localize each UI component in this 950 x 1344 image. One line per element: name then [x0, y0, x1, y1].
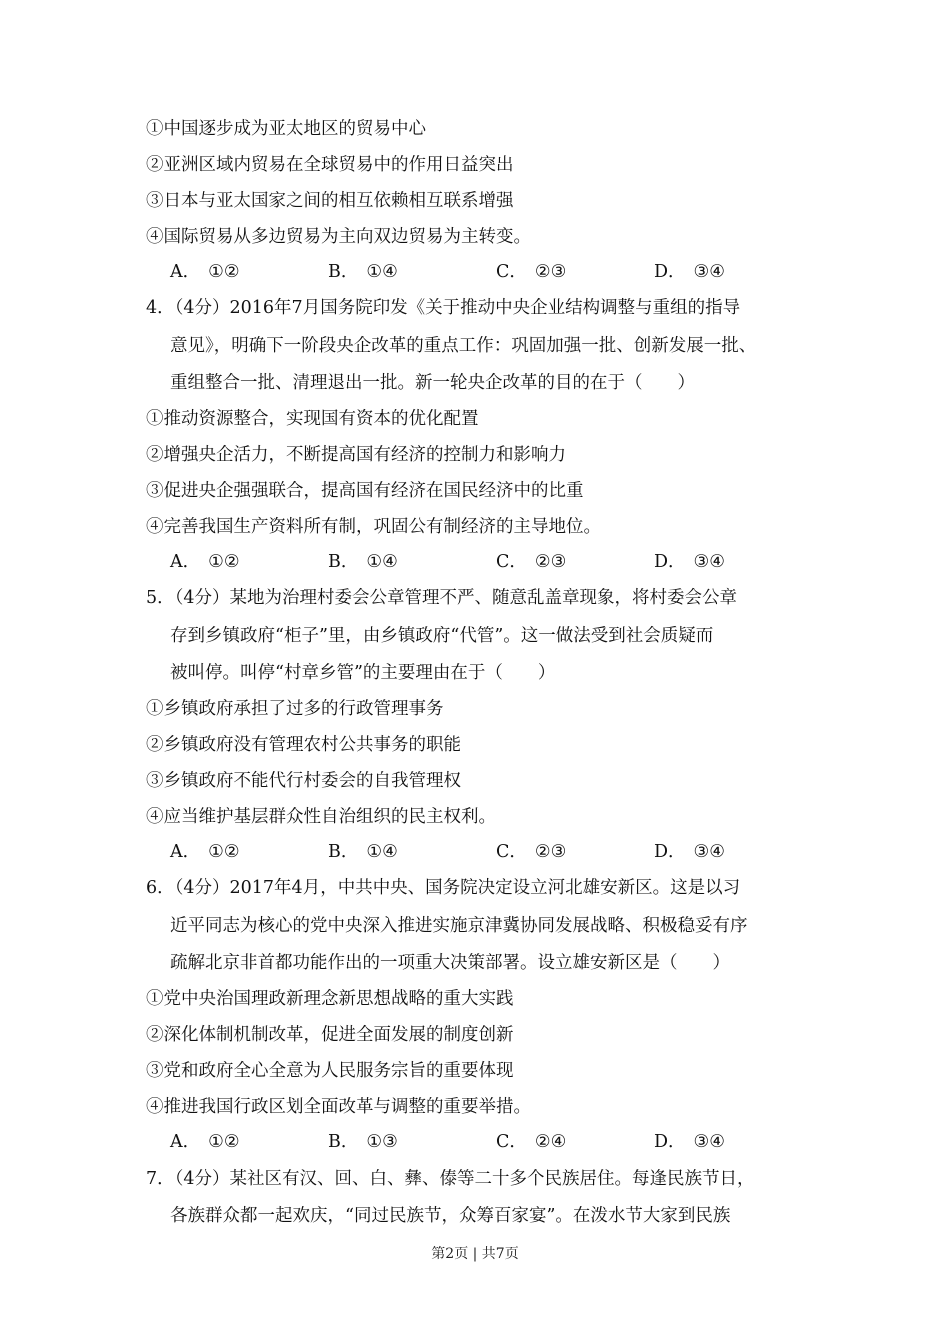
q6-option-c: C． ②④: [496, 1132, 567, 1152]
q6-stem-line-2: 近平同志为核心的党中央深入推进实施京津冀协同发展战略、积极稳妥有序: [170, 916, 748, 936]
q5-item-2: ②乡镇政府没有管理农村公共事务的职能: [146, 735, 461, 755]
q6-item-3: ③党和政府全心全意为人民服务宗旨的重要体现: [146, 1061, 514, 1081]
q5-stem-line-2: 存到乡镇政府“柜子”里，由乡镇政府“代管”。这一做法受到社会质疑而: [170, 626, 714, 646]
q4-option-a: A． ①②: [170, 552, 240, 572]
q6-option-d: D． ③④: [654, 1132, 725, 1152]
q6-option-a: A． ①②: [170, 1132, 240, 1152]
q3-option-d: D． ③④: [654, 262, 725, 282]
q3-item-3: ③日本与亚太国家之间的相互依赖相互联系增强: [146, 191, 514, 211]
q3-item-2: ②亚洲区域内贸易在全球贸易中的作用日益突出: [146, 155, 514, 175]
q3-item-4: ④国际贸易从多边贸易为主向双边贸易为主转变。: [146, 227, 531, 247]
q3-option-b: B． ①④: [328, 262, 398, 282]
q6-item-2: ②深化体制机制改革，促进全面发展的制度创新: [146, 1025, 514, 1045]
q6-item-1: ①党中央治国理政新理念新思想战略的重大实践: [146, 989, 514, 1009]
q5-option-a: A． ①②: [170, 842, 240, 862]
q4-item-1: ①推动资源整合，实现国有资本的优化配置: [146, 409, 479, 429]
q5-stem-line-1: 5．（4分）某地为治理村委会公章管理不严、随意乱盖章现象，将村委会公章: [146, 588, 738, 608]
q5-option-c: C． ②③: [496, 842, 567, 862]
q3-option-c: C． ②③: [496, 262, 567, 282]
q5-item-3: ③乡镇政府不能代行村委会的自我管理权: [146, 771, 461, 791]
q4-option-c: C． ②③: [496, 552, 567, 572]
q6-stem-line-1: 6．（4分）2017年4月，中共中央、国务院决定设立河北雄安新区。这是以习: [146, 878, 741, 898]
q4-item-4: ④完善我国生产资料所有制，巩固公有制经济的主导地位。: [146, 517, 601, 537]
q5-item-4: ④应当维护基层群众性自治组织的民主权利。: [146, 807, 496, 827]
q4-stem-line-3: 重组整合一批、清理退出一批。新一轮央企改革的目的在于（ ）: [170, 373, 695, 393]
q3-option-a: A． ①②: [170, 262, 240, 282]
page-footer: 第2页 | 共7页: [431, 1246, 519, 1262]
q7-stem-line-1: 7．（4分）某社区有汉、回、白、彝、傣等二十多个民族居住。每逢民族节日，: [146, 1169, 755, 1189]
q5-option-d: D． ③④: [654, 842, 725, 862]
q5-option-b: B． ①④: [328, 842, 398, 862]
q5-item-1: ①乡镇政府承担了过多的行政管理事务: [146, 699, 444, 719]
q4-stem-line-1: 4．（4分）2016年7月国务院印发《关于推动中央企业结构调整与重组的指导: [146, 298, 741, 318]
q7-stem-line-2: 各族群众都一起欢庆，“同过民族节，众筹百家宴”。在泼水节大家到民族: [170, 1206, 731, 1226]
q6-stem-line-3: 疏解北京非首都功能作出的一项重大决策部署。设立雄安新区是（ ）: [170, 953, 730, 973]
q4-option-b: B． ①④: [328, 552, 398, 572]
q6-option-b: B． ①③: [328, 1132, 398, 1152]
q4-item-3: ③促进央企强强联合，提高国有经济在国民经济中的比重: [146, 481, 584, 501]
q4-stem-line-2: 意见》，明确下一阶段央企改革的重点工作：巩固加强一批、创新发展一批、: [170, 336, 757, 356]
q4-item-2: ②增强央企活力，不断提高国有经济的控制力和影响力: [146, 445, 566, 465]
q3-item-1: ①中国逐步成为亚太地区的贸易中心: [146, 119, 426, 139]
q4-option-d: D． ③④: [654, 552, 725, 572]
q6-item-4: ④推进我国行政区划全面改革与调整的重要举措。: [146, 1097, 531, 1117]
q5-stem-line-3: 被叫停。叫停“村章乡管”的主要理由在于（ ）: [170, 663, 556, 683]
